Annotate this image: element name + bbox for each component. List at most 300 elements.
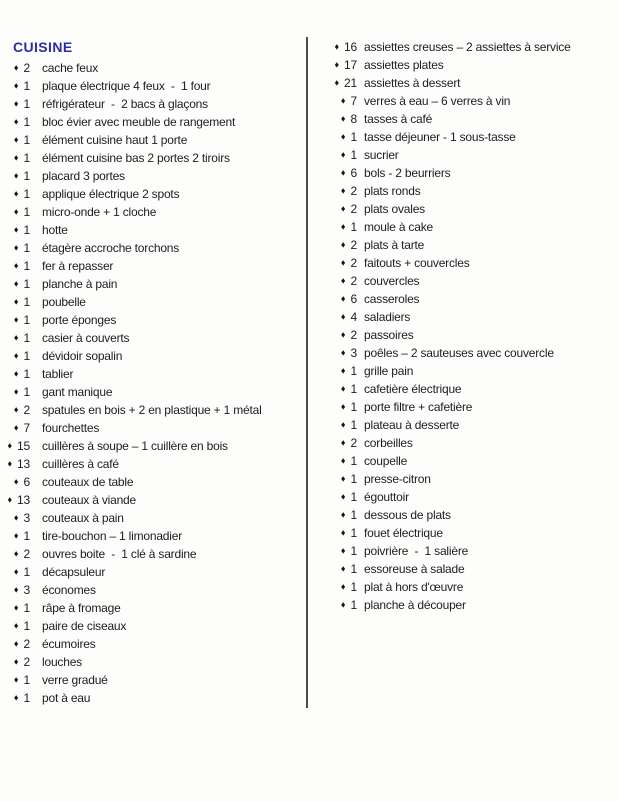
- item-marker: [7, 491, 30, 509]
- diamond-bullet-icon: ♦: [340, 491, 346, 502]
- diamond-bullet-icon: ♦: [13, 170, 19, 181]
- item-label: cuillères à café: [42, 457, 119, 471]
- diamond-bullet-icon: ♦: [13, 224, 19, 235]
- list-item: [333, 344, 616, 362]
- item-marker: [10, 635, 30, 653]
- diamond-bullet-icon: ♦: [340, 509, 346, 520]
- diamond-bullet-icon: ♦: [340, 203, 346, 214]
- diamond-bullet-icon: ♦: [340, 293, 346, 304]
- item-quantity: 1: [23, 385, 30, 399]
- diamond-bullet-icon: ♦: [340, 221, 346, 232]
- list-item: [10, 689, 304, 707]
- item-label: faitouts + couvercles: [364, 256, 470, 270]
- item-label: dessous de plats: [364, 508, 451, 522]
- item-label: coupelle: [364, 454, 408, 468]
- item-quantity: 2: [23, 655, 30, 669]
- item-marker: [333, 290, 357, 308]
- item-marker: [10, 689, 30, 707]
- item-marker: [333, 452, 357, 470]
- item-label: gant manique: [42, 385, 113, 399]
- item-marker: [333, 146, 357, 164]
- item-marker: [333, 56, 357, 74]
- diamond-bullet-icon: ♦: [340, 545, 346, 556]
- item-quantity: 3: [23, 511, 30, 525]
- item-label: plats ovales: [364, 202, 425, 216]
- item-quantity: 1: [23, 223, 30, 237]
- item-quantity: 13: [17, 493, 30, 507]
- item-label: planche à découper: [364, 598, 466, 612]
- item-quantity: 1: [350, 400, 357, 414]
- item-marker: [333, 488, 357, 506]
- item-label: saladiers: [364, 310, 411, 324]
- list-item: [333, 254, 616, 272]
- item-marker: [333, 542, 357, 560]
- item-label: presse-citron: [364, 472, 431, 486]
- item-marker: [333, 380, 357, 398]
- item-label: assiettes creuses – 2 assiettes à service: [364, 40, 571, 54]
- list-item: [10, 599, 304, 617]
- list-item: [333, 578, 616, 596]
- list-item: [10, 311, 304, 329]
- item-marker: [10, 527, 30, 545]
- list-item: [333, 236, 616, 254]
- list-item: [333, 488, 616, 506]
- list-item: [10, 329, 304, 347]
- item-marker: [333, 236, 357, 254]
- item-label: essoreuse à salade: [364, 562, 465, 576]
- item-quantity: 2: [350, 328, 357, 342]
- diamond-bullet-icon: ♦: [340, 239, 346, 250]
- diamond-bullet-icon: ♦: [340, 167, 346, 178]
- list-item: [333, 506, 616, 524]
- item-marker: [333, 344, 357, 362]
- item-marker: [333, 218, 357, 236]
- list-item: [333, 56, 616, 74]
- item-quantity: 15: [17, 439, 30, 453]
- item-label: dévidoir sopalin: [42, 349, 123, 363]
- item-quantity: 13: [17, 457, 30, 471]
- item-marker: [7, 455, 30, 473]
- diamond-bullet-icon: ♦: [340, 599, 346, 610]
- item-marker: [10, 581, 30, 599]
- diamond-bullet-icon: ♦: [13, 188, 19, 199]
- list-item: [333, 524, 616, 542]
- list-item: [333, 182, 616, 200]
- item-quantity: 1: [23, 619, 30, 633]
- diamond-bullet-icon: ♦: [13, 512, 19, 523]
- item-label: casier à couverts: [42, 331, 130, 345]
- item-label: louches: [42, 655, 82, 669]
- list-item: [10, 275, 304, 293]
- list-item: [10, 653, 304, 671]
- item-quantity: 1: [350, 472, 357, 486]
- diamond-bullet-icon: ♦: [340, 257, 346, 268]
- diamond-bullet-icon: ♦: [340, 365, 346, 376]
- item-label: verres à eau – 6 verres à vin: [364, 94, 511, 108]
- item-quantity: 1: [23, 97, 30, 111]
- list-item: [333, 38, 616, 56]
- list-item: [10, 221, 304, 239]
- item-label: porte éponges: [42, 313, 117, 327]
- diamond-bullet-icon: ♦: [13, 584, 19, 595]
- item-marker: [10, 617, 30, 635]
- diamond-bullet-icon: ♦: [13, 602, 19, 613]
- diamond-bullet-icon: ♦: [13, 620, 19, 631]
- item-quantity: 2: [350, 256, 357, 270]
- list-item: [10, 419, 304, 437]
- diamond-bullet-icon: ♦: [13, 314, 19, 325]
- list-item: [333, 380, 616, 398]
- item-marker: [10, 599, 30, 617]
- item-quantity: 7: [350, 94, 357, 108]
- item-marker: [10, 329, 30, 347]
- diamond-bullet-icon: ♦: [13, 62, 19, 73]
- item-label: pot à eau: [42, 691, 91, 705]
- item-marker: [333, 308, 357, 326]
- diamond-bullet-icon: ♦: [13, 530, 19, 541]
- list-item: [7, 437, 304, 455]
- item-quantity: 1: [350, 220, 357, 234]
- diamond-bullet-icon: ♦: [340, 311, 346, 322]
- item-label: plats ronds: [364, 184, 421, 198]
- item-marker: [333, 416, 357, 434]
- diamond-bullet-icon: ♦: [13, 206, 19, 217]
- item-quantity: 17: [344, 58, 357, 72]
- item-marker: [10, 563, 30, 581]
- diamond-bullet-icon: ♦: [7, 458, 13, 469]
- item-marker: [333, 110, 357, 128]
- diamond-bullet-icon: ♦: [340, 347, 346, 358]
- list-item: [7, 455, 304, 473]
- diamond-bullet-icon: ♦: [340, 113, 346, 124]
- list-item: [10, 671, 304, 689]
- item-label: étagère accroche torchons: [42, 241, 180, 255]
- diamond-bullet-icon: ♦: [334, 59, 340, 70]
- item-quantity: 1: [350, 364, 357, 378]
- item-label: couteaux à pain: [42, 511, 124, 525]
- item-marker: [333, 398, 357, 416]
- diamond-bullet-icon: ♦: [13, 260, 19, 271]
- list-item: [333, 200, 616, 218]
- diamond-bullet-icon: ♦: [13, 692, 19, 703]
- item-label: fouet électrique: [364, 526, 443, 540]
- item-label: placard 3 portes: [42, 169, 125, 183]
- item-label: passoires: [364, 328, 414, 342]
- item-quantity: 2: [23, 547, 30, 561]
- diamond-bullet-icon: ♦: [13, 566, 19, 577]
- diamond-bullet-icon: ♦: [340, 149, 346, 160]
- list-item: [10, 383, 304, 401]
- item-label: poivrière - 1 salière: [364, 544, 469, 558]
- item-quantity: 3: [350, 346, 357, 360]
- diamond-bullet-icon: ♦: [13, 548, 19, 559]
- item-marker: [10, 131, 30, 149]
- list-item: [10, 113, 304, 131]
- item-quantity: 7: [23, 421, 30, 435]
- diamond-bullet-icon: ♦: [340, 275, 346, 286]
- item-quantity: 1: [350, 508, 357, 522]
- item-label: couteaux de table: [42, 475, 134, 489]
- item-marker: [10, 365, 30, 383]
- item-quantity: 1: [350, 382, 357, 396]
- item-marker: [333, 128, 357, 146]
- item-marker: [10, 95, 30, 113]
- item-quantity: 1: [23, 79, 30, 93]
- item-marker: [333, 434, 357, 452]
- diamond-bullet-icon: ♦: [340, 419, 346, 430]
- list-item: [10, 149, 304, 167]
- list-item: [333, 326, 616, 344]
- item-marker: [333, 200, 357, 218]
- left-column: [7, 38, 304, 707]
- diamond-bullet-icon: ♦: [13, 386, 19, 397]
- item-label: tasse déjeuner - 1 sous-tasse: [364, 130, 516, 144]
- item-marker: [10, 419, 30, 437]
- item-label: corbeilles: [364, 436, 413, 450]
- item-quantity: 1: [23, 331, 30, 345]
- item-quantity: 1: [350, 526, 357, 540]
- item-marker: [10, 545, 30, 563]
- list-item: [10, 635, 304, 653]
- item-label: micro-onde + 1 cloche: [42, 205, 157, 219]
- item-marker: [10, 239, 30, 257]
- item-marker: [333, 326, 357, 344]
- item-marker: [10, 671, 30, 689]
- list-item: [333, 164, 616, 182]
- item-quantity: 2: [350, 184, 357, 198]
- item-label: plateau à desserte: [364, 418, 460, 432]
- item-marker: [333, 92, 357, 110]
- item-quantity: 2: [23, 403, 30, 417]
- diamond-bullet-icon: ♦: [13, 278, 19, 289]
- item-label: moule à cake: [364, 220, 433, 234]
- diamond-bullet-icon: ♦: [13, 296, 19, 307]
- item-quantity: 1: [23, 115, 30, 129]
- item-quantity: 6: [23, 475, 30, 489]
- item-label: spatules en bois + 2 en plastique + 1 métal: [42, 403, 262, 417]
- item-marker: [333, 596, 357, 614]
- item-label: cafetière électrique: [364, 382, 462, 396]
- list-item: [10, 347, 304, 365]
- list-item: [333, 308, 616, 326]
- item-marker: [10, 185, 30, 203]
- item-label: porte filtre + cafetière: [364, 400, 473, 414]
- item-marker: [333, 272, 357, 290]
- item-label: tablier: [42, 367, 74, 381]
- list-item: [10, 239, 304, 257]
- item-quantity: 1: [350, 562, 357, 576]
- item-quantity: 1: [350, 130, 357, 144]
- diamond-bullet-icon: ♦: [334, 77, 340, 88]
- list-item: [333, 416, 616, 434]
- item-quantity: 1: [23, 673, 30, 687]
- item-quantity: 1: [23, 691, 30, 705]
- item-label: cuillères à soupe – 1 cuillère en bois: [42, 439, 228, 453]
- list-item: [10, 59, 304, 77]
- item-marker: [10, 203, 30, 221]
- diamond-bullet-icon: ♦: [340, 131, 346, 142]
- item-quantity: 1: [350, 598, 357, 612]
- item-quantity: 1: [23, 133, 30, 147]
- item-quantity: 1: [350, 454, 357, 468]
- item-label: tasses à café: [364, 112, 433, 126]
- list-item: [333, 560, 616, 578]
- item-label: sucrier: [364, 148, 399, 162]
- list-item: [333, 110, 616, 128]
- item-quantity: 1: [23, 295, 30, 309]
- item-marker: [10, 221, 30, 239]
- item-quantity: 2: [350, 274, 357, 288]
- diamond-bullet-icon: ♦: [13, 422, 19, 433]
- item-label: égouttoir: [364, 490, 409, 504]
- diamond-bullet-icon: ♦: [13, 152, 19, 163]
- diamond-bullet-icon: ♦: [13, 98, 19, 109]
- item-marker: [10, 293, 30, 311]
- list-item: [10, 563, 304, 581]
- item-label: ouvres boite - 1 clé à sardine: [42, 547, 197, 561]
- item-quantity: 4: [350, 310, 357, 324]
- item-quantity: 1: [350, 418, 357, 432]
- list-item: [7, 491, 304, 509]
- list-item: [333, 218, 616, 236]
- left-item-list: [7, 59, 304, 707]
- list-item: [333, 290, 616, 308]
- list-item: [10, 185, 304, 203]
- diamond-bullet-icon: ♦: [340, 401, 346, 412]
- item-marker: [333, 524, 357, 542]
- item-label: bols - 2 beurriers: [364, 166, 451, 180]
- item-marker: [10, 257, 30, 275]
- item-label: plats à tarte: [364, 238, 425, 252]
- list-item: [10, 167, 304, 185]
- item-quantity: 2: [350, 202, 357, 216]
- list-item: [333, 362, 616, 380]
- diamond-bullet-icon: ♦: [340, 563, 346, 574]
- item-label: grille pain: [364, 364, 414, 378]
- item-label: verre gradué: [42, 673, 108, 687]
- item-marker: [10, 167, 30, 185]
- diamond-bullet-icon: ♦: [340, 527, 346, 538]
- item-marker: [10, 473, 30, 491]
- list-item: [10, 95, 304, 113]
- diamond-bullet-icon: ♦: [13, 332, 19, 343]
- list-item: [333, 128, 616, 146]
- item-marker: [7, 437, 30, 455]
- list-item: [10, 77, 304, 95]
- item-quantity: 8: [350, 112, 357, 126]
- diamond-bullet-icon: ♦: [340, 329, 346, 340]
- diamond-bullet-icon: ♦: [340, 455, 346, 466]
- list-item: [10, 473, 304, 491]
- right-item-list: [333, 38, 616, 614]
- item-marker: [333, 182, 357, 200]
- list-item: [333, 92, 616, 110]
- item-label: réfrigérateur - 2 bacs à glaçons: [42, 97, 208, 111]
- diamond-bullet-icon: ♦: [340, 581, 346, 592]
- diamond-bullet-icon: ♦: [340, 185, 346, 196]
- item-quantity: 1: [23, 565, 30, 579]
- list-item: [10, 527, 304, 545]
- item-marker: [333, 164, 357, 182]
- item-marker: [10, 383, 30, 401]
- column-divider-line: [306, 37, 308, 708]
- diamond-bullet-icon: ♦: [7, 494, 13, 505]
- item-label: élément cuisine bas 2 portes 2 tiroirs: [42, 151, 230, 165]
- item-marker: [333, 74, 357, 92]
- list-item: [333, 596, 616, 614]
- item-marker: [10, 149, 30, 167]
- item-marker: [333, 470, 357, 488]
- diamond-bullet-icon: ♦: [340, 437, 346, 448]
- list-item: [10, 509, 304, 527]
- item-quantity: 16: [344, 40, 357, 54]
- list-item: [333, 470, 616, 488]
- item-quantity: 1: [350, 580, 357, 594]
- item-label: économes: [42, 583, 96, 597]
- item-marker: [10, 509, 30, 527]
- item-quantity: 1: [23, 151, 30, 165]
- item-quantity: 2: [23, 61, 30, 75]
- item-label: fourchettes: [42, 421, 100, 435]
- item-quantity: 1: [350, 148, 357, 162]
- list-item: [333, 272, 616, 290]
- item-label: paire de ciseaux: [42, 619, 127, 633]
- list-item: [333, 398, 616, 416]
- item-label: bloc évier avec meuble de rangement: [42, 115, 236, 129]
- diamond-bullet-icon: ♦: [13, 134, 19, 145]
- diamond-bullet-icon: ♦: [340, 383, 346, 394]
- diamond-bullet-icon: ♦: [13, 368, 19, 379]
- item-label: plat à hors d'œuvre: [364, 580, 464, 594]
- item-quantity: 21: [344, 76, 357, 90]
- item-label: écumoires: [42, 637, 96, 651]
- item-quantity: 1: [23, 601, 30, 615]
- diamond-bullet-icon: ♦: [13, 80, 19, 91]
- item-label: décapsuleur: [42, 565, 106, 579]
- item-quantity: 1: [23, 367, 30, 381]
- diamond-bullet-icon: ♦: [13, 242, 19, 253]
- list-item: [10, 401, 304, 419]
- diamond-bullet-icon: ♦: [340, 95, 346, 106]
- item-marker: [10, 653, 30, 671]
- list-item: [10, 257, 304, 275]
- item-marker: [333, 560, 357, 578]
- item-label: couteaux à viande: [42, 493, 137, 507]
- item-marker: [333, 254, 357, 272]
- list-item: [10, 131, 304, 149]
- item-quantity: 2: [350, 238, 357, 252]
- item-label: hotte: [42, 223, 68, 237]
- list-item: [10, 293, 304, 311]
- list-item: [10, 203, 304, 221]
- item-marker: [333, 578, 357, 596]
- item-label: poêles – 2 sauteuses avec couvercle: [364, 346, 554, 360]
- item-label: cache feux: [42, 61, 99, 75]
- item-label: tire-bouchon – 1 limonadier: [42, 529, 183, 543]
- list-item: [333, 434, 616, 452]
- item-quantity: 2: [23, 637, 30, 651]
- item-marker: [10, 347, 30, 365]
- item-marker: [10, 77, 30, 95]
- diamond-bullet-icon: ♦: [13, 350, 19, 361]
- page-title: CUISINE: [13, 39, 73, 55]
- diamond-bullet-icon: ♦: [13, 116, 19, 127]
- list-item: [333, 452, 616, 470]
- item-quantity: 1: [23, 277, 30, 291]
- item-marker: [333, 38, 357, 56]
- item-quantity: 1: [23, 241, 30, 255]
- diamond-bullet-icon: ♦: [13, 674, 19, 685]
